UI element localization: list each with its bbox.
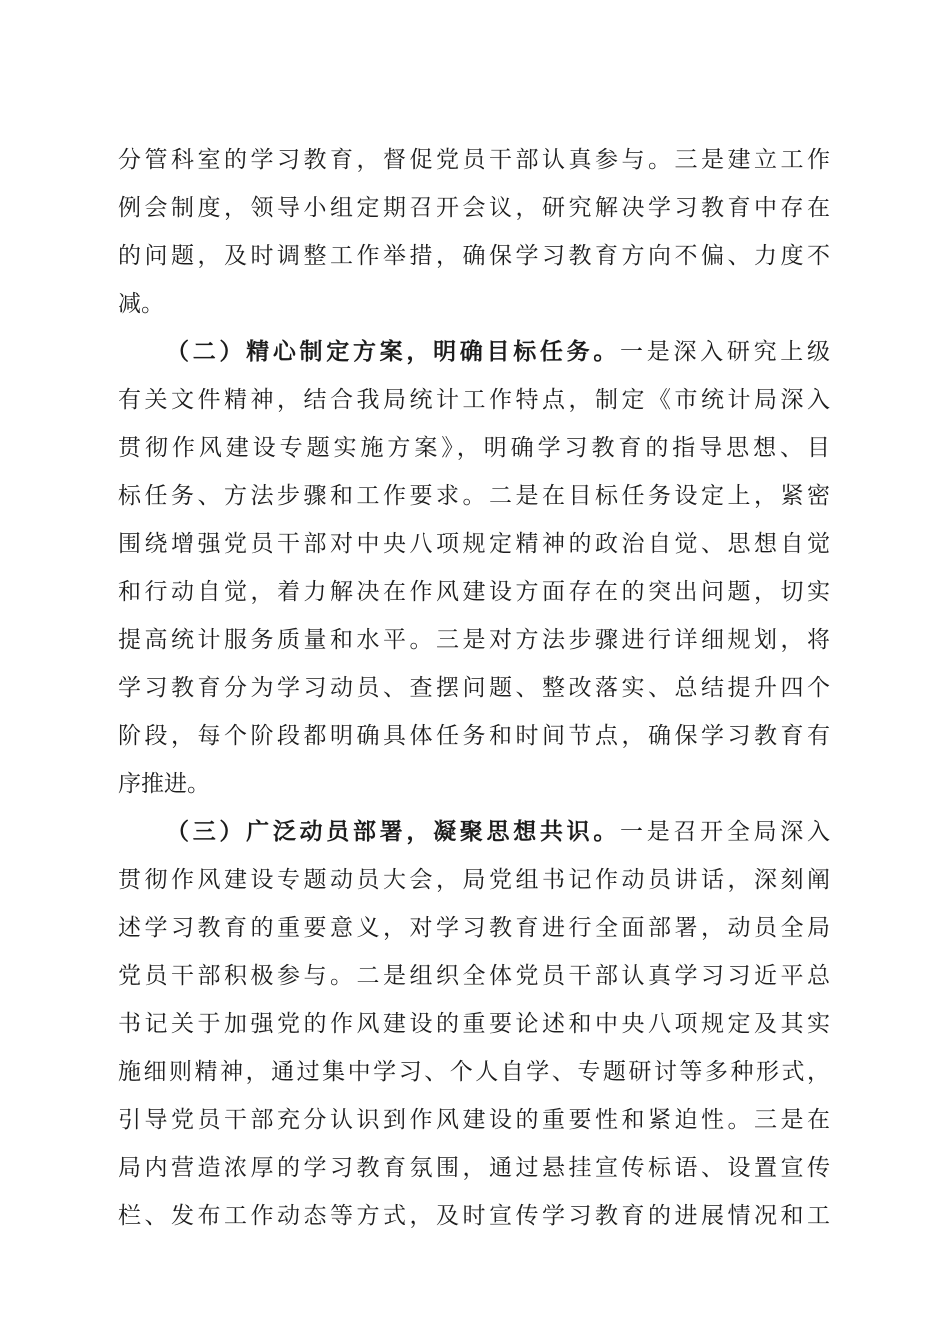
text-line: 标任务、方法步骤和工作要求。二是在目标任务设定上，紧密	[118, 483, 830, 509]
text-line: 提高统计服务质量和水平。三是对方法步骤进行详细规划，将	[118, 627, 830, 653]
text-line: 书记关于加强党的作风建设的重要论述和中央八项规定及其实	[118, 1011, 830, 1037]
text-line: 党员干部积极参与。二是组织全体党员干部认真学习习近平总	[118, 963, 830, 989]
text-line: 减。	[118, 291, 164, 317]
paragraph-first-line	[118, 328, 830, 376]
text-run: 一是召开全局深入	[620, 819, 831, 845]
section-heading-3: （三）广泛动员部署，凝聚思想共识。	[166, 818, 621, 845]
text-line: 分管科室的学习教育，督促党员干部认真参与。三是建立工作	[118, 147, 830, 173]
text-line: 阶段，每个阶段都明确具体任务和时间节点，确保学习教育有	[118, 723, 830, 749]
section-heading-2: （二）精心制定方案，明确目标任务。	[166, 338, 621, 365]
text-line: 例会制度，领导小组定期召开会议，研究解决学习教育中存在	[118, 195, 830, 221]
text-line: 施细则精神，通过集中学习、个人自学、专题研讨等多种形式，	[118, 1059, 830, 1085]
text-line: 栏、发布工作动态等方式，及时宣传学习教育的进展情况和工	[118, 1203, 830, 1229]
paragraph-first-line	[118, 808, 830, 856]
text-line: 贯彻作风建设专题动员大会，局党组书记作动员讲话，深刻阐	[118, 867, 830, 893]
text-line: 引导党员干部充分认识到作风建设的重要性和紧迫性。三是在	[118, 1107, 830, 1133]
text-line: 学习教育分为学习动员、查摆问题、整改落实、总结提升四个	[118, 675, 830, 701]
document-body	[118, 136, 830, 1240]
text-line: 有关文件精神，结合我局统计工作特点，制定《市统计局深入	[118, 387, 830, 413]
text-run: 一是深入研究上级	[620, 339, 831, 365]
text-line: 和行动自觉，着力解决在作风建设方面存在的突出问题，切实	[118, 579, 830, 605]
text-line: 局内营造浓厚的学习教育氛围，通过悬挂宣传标语、设置宣传	[118, 1155, 830, 1181]
text-line: 序推进。	[118, 771, 210, 797]
text-line: 围绕增强党员干部对中央八项规定精神的政治自觉、思想自觉	[118, 531, 830, 557]
text-line: 述学习教育的重要意义，对学习教育进行全面部署，动员全局	[118, 915, 830, 941]
text-line: 贯彻作风建设专题实施方案》，明确学习教育的指导思想、目	[118, 435, 830, 461]
text-line: 的问题，及时调整工作举措，确保学习教育方向不偏、力度不	[118, 243, 830, 269]
